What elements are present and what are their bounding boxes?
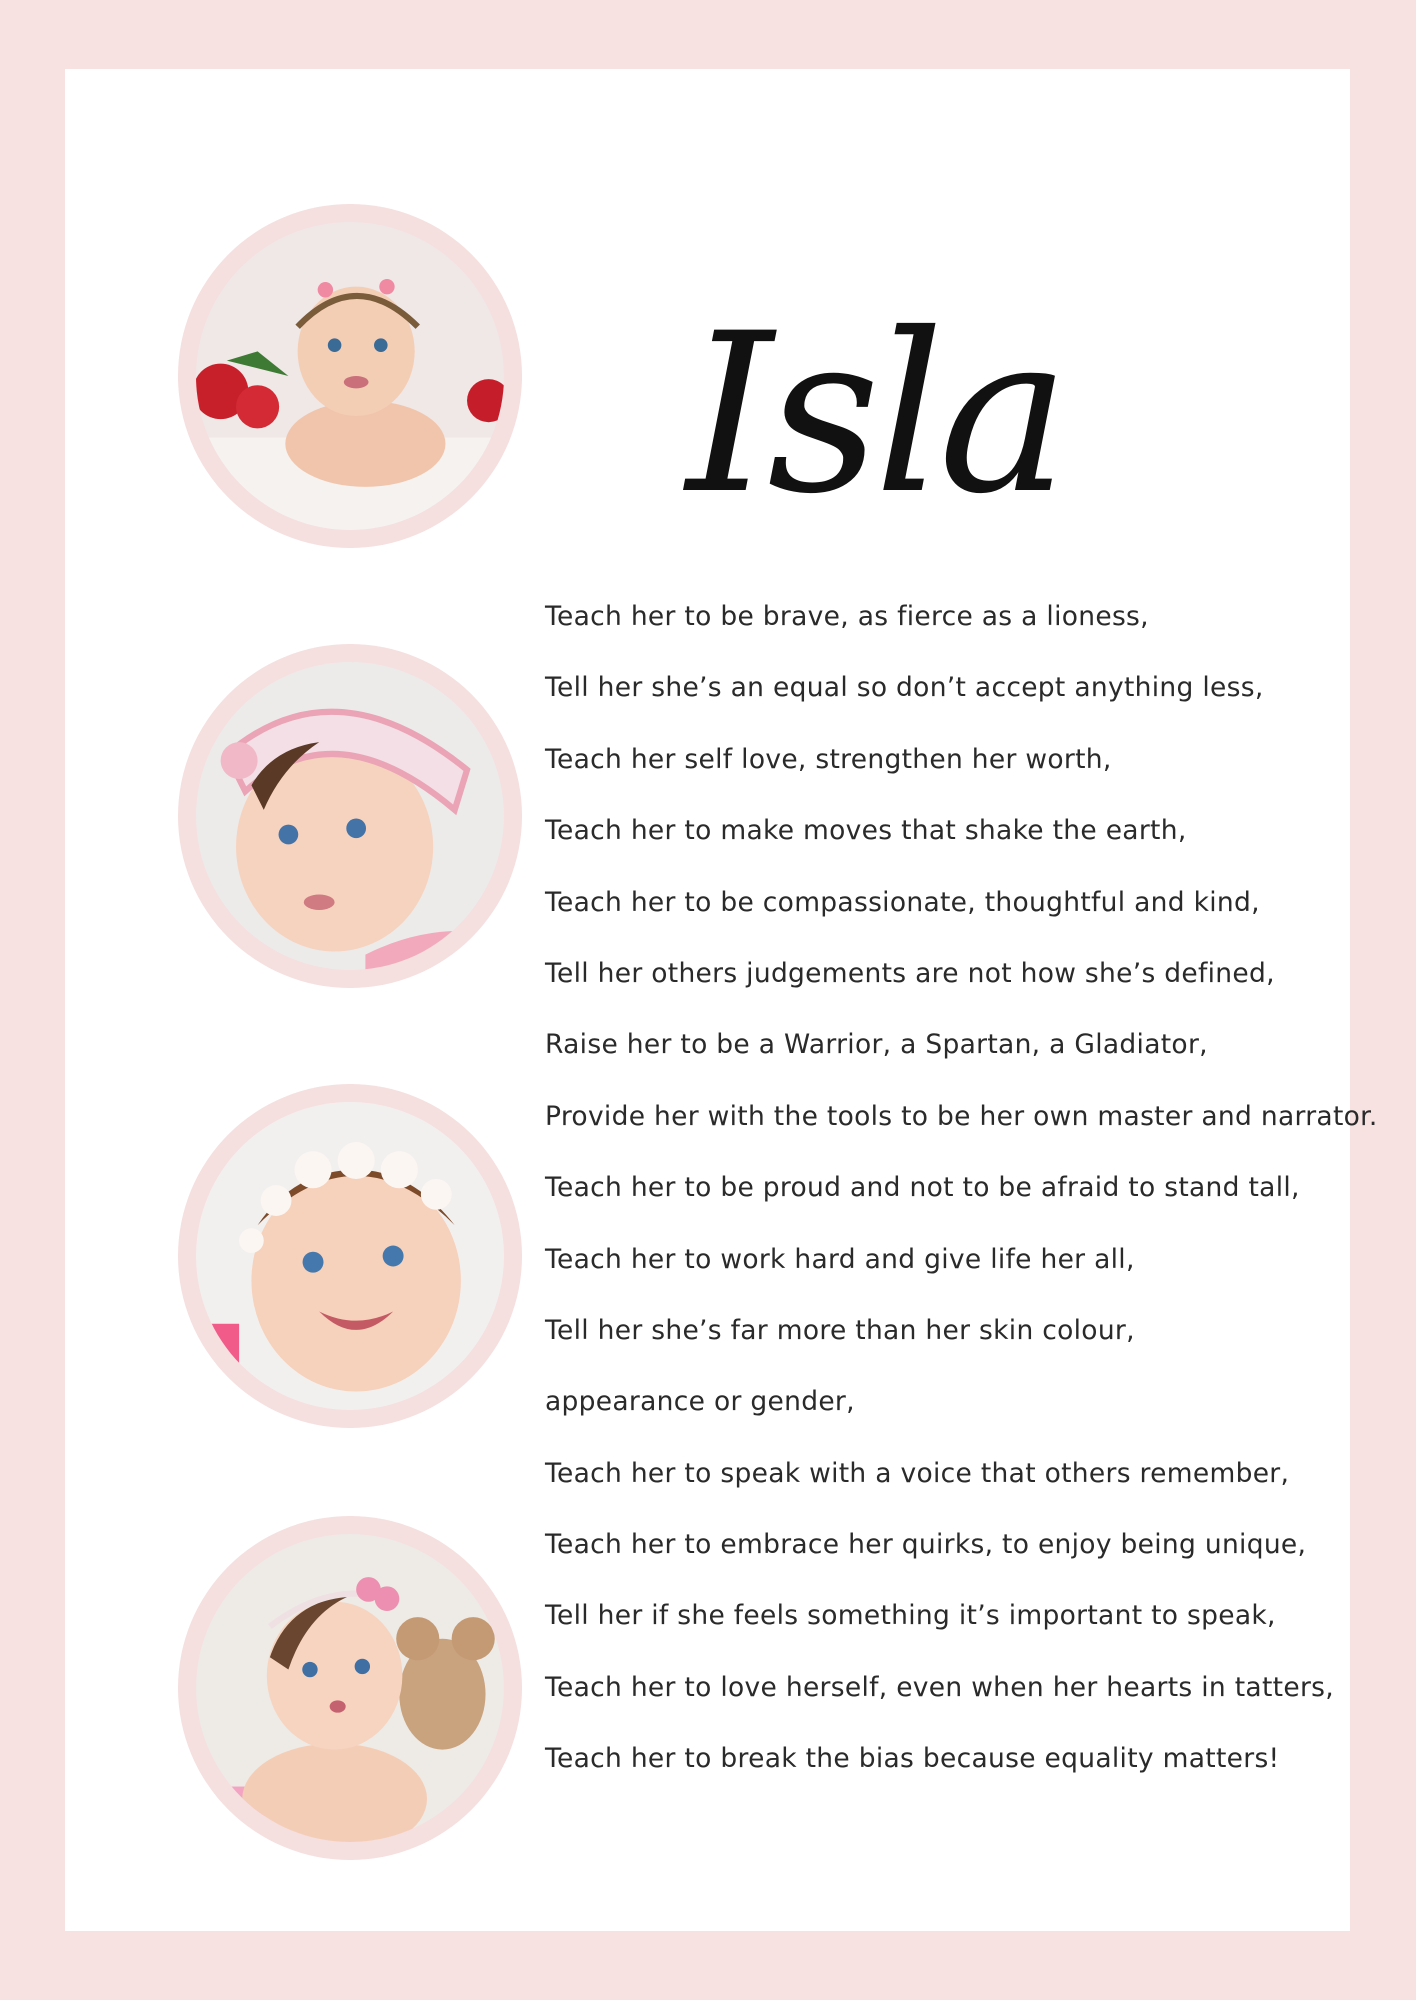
poster-sheet [65,69,1378,1931]
poem-line: Teach her self love, strengthen her worth, [545,743,1112,775]
poem-line: Tell her others judgements are not how she’s defined, [545,957,1275,989]
poem-line: Teach her to be compassionate, thoughtful and kind, [545,886,1260,918]
poem-line: Teach her to embrace her quirks, to enjoy being unique, [545,1529,1307,1561]
poem-line: Teach her to be brave, as fierce as a lioness, [545,601,1149,632]
poem-line: Raise her to be a Warrior, a Spartan, a Gladiator, [545,1029,1208,1061]
page-title: Isla [686,286,1064,542]
poem-line: Tell her she’s an equal so don’t accept anything less, [545,672,1264,704]
baby-photo-teddy [196,1534,504,1842]
poem-line: Teach her to make moves that shake the earth, [545,815,1187,847]
poem [545,590,1378,1804]
baby-photo-headband [196,662,504,970]
poem-line: appearance or gender, [545,1386,855,1418]
poem-line: Teach her to break the bias because equality matters! [545,1743,1280,1775]
poem-line: Teach her to speak with a voice that others remember, [545,1457,1290,1489]
poem-line: Teach her to love herself, even when her hearts in tatters, [545,1671,1334,1703]
poem-line: Tell her she’s far more than her skin colour, [545,1314,1135,1346]
poem-line: Teach her to work hard and give life her all, [545,1243,1135,1275]
photo-frame-1 [178,204,522,548]
poem-line: Tell her if she feels something it’s important to speak, [545,1600,1276,1632]
poem-line: Teach her to be proud and not to be afraid to stand tall, [545,1172,1300,1204]
baby-photo-flower-crown [196,1102,504,1410]
poem-line: Provide her with the tools to be her own master and narrator. [545,1100,1378,1132]
baby-photo-roses [196,222,504,530]
photo-frame-2 [178,644,522,988]
photo-frame-4 [178,1516,522,1860]
photo-frame-3 [178,1084,522,1428]
